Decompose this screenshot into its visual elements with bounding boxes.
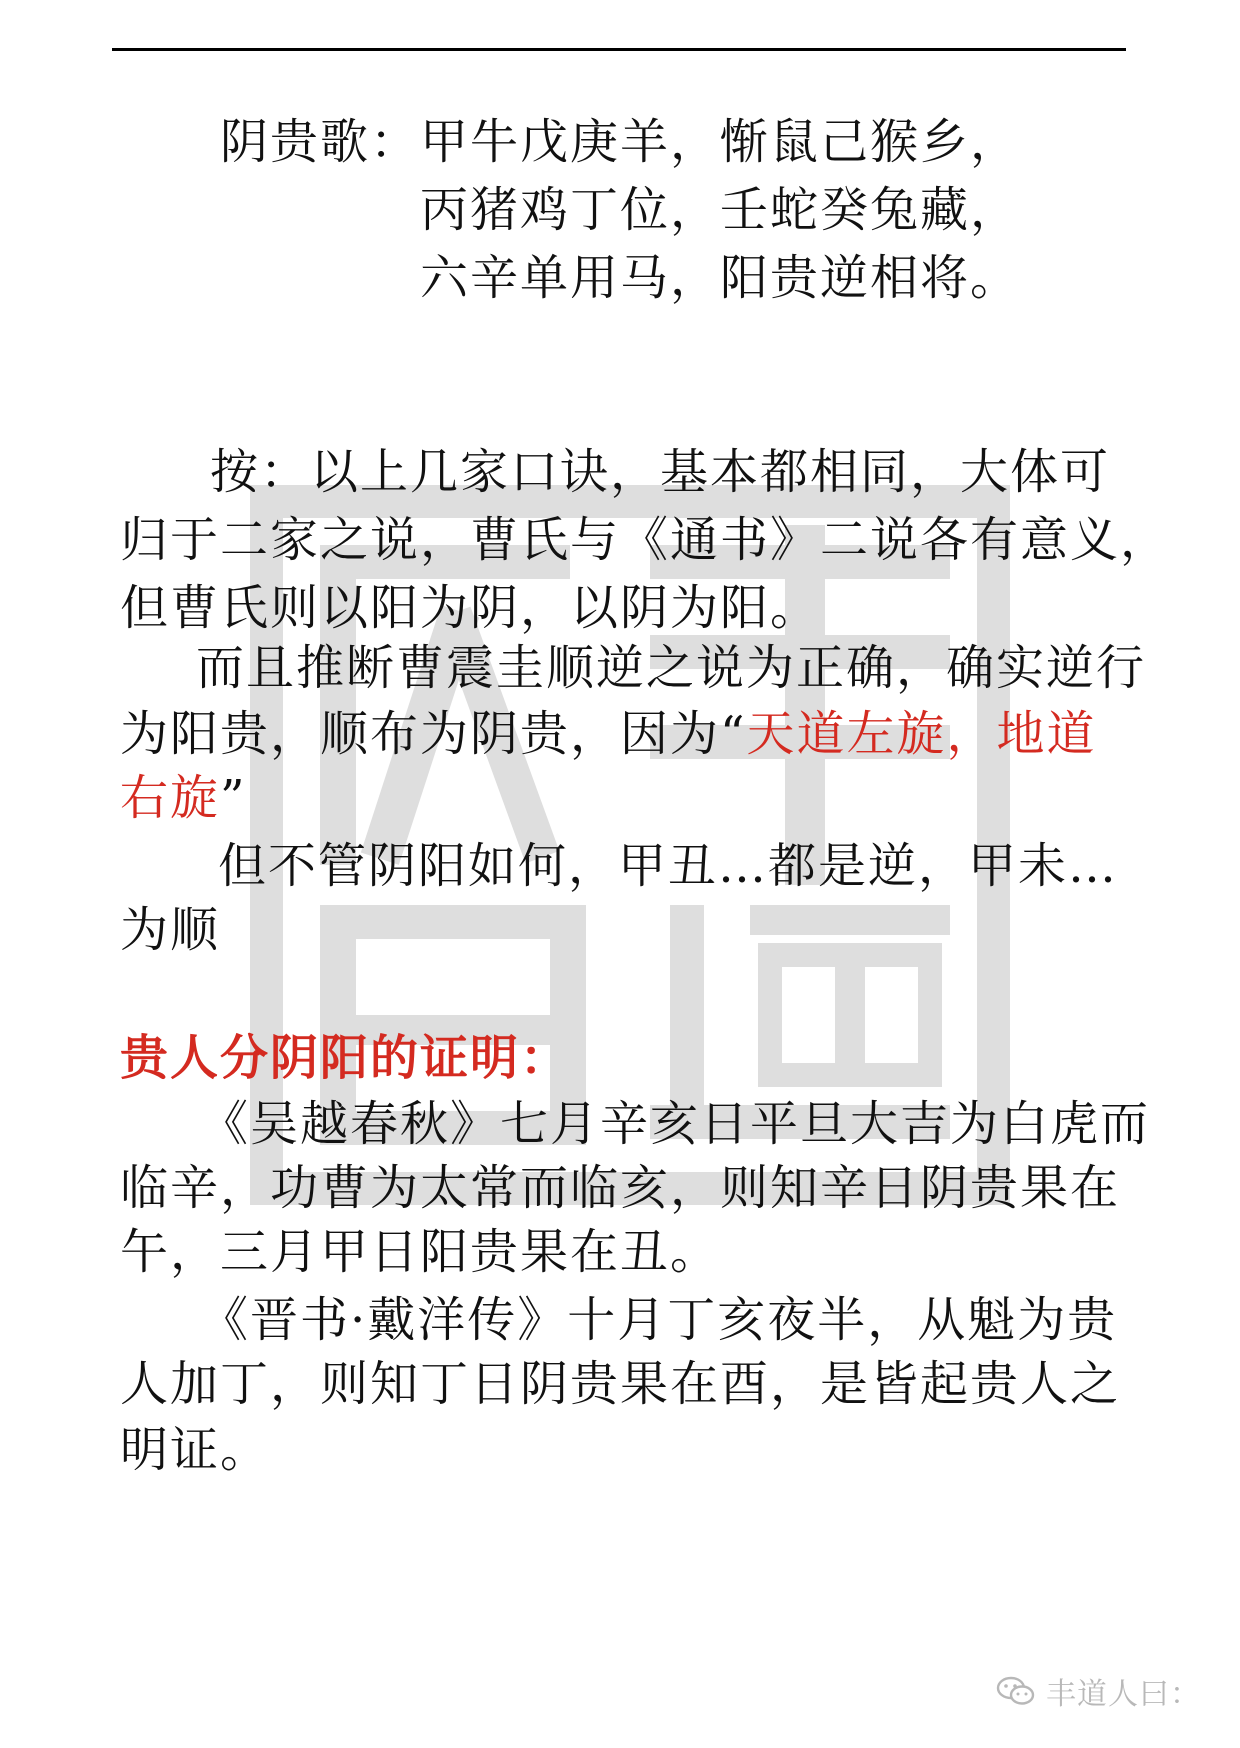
proof-heading: 贵人分阴阳的证明： — [120, 1030, 571, 1086]
note-line-3: 但曹氏则以阳为阴，以阴为阳。 — [120, 580, 821, 636]
quote-red-1: 天道左旋，地道 — [746, 706, 1097, 762]
poem-line-2: 丙猪鸡丁位，壬蛇癸兔藏， — [420, 182, 1021, 238]
proof-line-1: 《吴越春秋》七月辛亥日平旦大吉为白虎而 — [200, 1096, 1151, 1152]
quote-red-2: 右旋 — [120, 770, 221, 826]
proof-line-3: 午，三月甲日阳贵果在丑。 — [120, 1224, 721, 1280]
note-line-2: 归于二家之说，曹氏与《通书》二说各有意义， — [120, 512, 1171, 568]
note-line-5-text: 为阳贵，顺布为阴贵，因为“ — [120, 706, 747, 762]
poem-line-1: 甲牛戊庚羊，惭鼠己猴乡， — [420, 114, 1021, 170]
account-name: 丰道人曰： — [1046, 1677, 1201, 1712]
note-line-4: 而且推断曹震圭顺逆之说为正确，确实逆行 — [196, 640, 1147, 696]
note-line-1: 按：以上几家口诀，基本都相同，大体可 — [210, 444, 1111, 500]
note-line-8: 为顺 — [120, 902, 221, 958]
proof-line-5: 人加丁，则知丁日阴贵果在酉，是皆起贵人之 — [120, 1356, 1121, 1412]
quote-close: ” — [220, 770, 247, 826]
poem-line-3: 六辛单用马，阳贵逆相将。 — [420, 250, 1021, 306]
note-line-7: 但不管阴阳如何，甲丑…都是逆，甲未… — [218, 838, 1119, 894]
proof-line-2: 临辛，功曹为太常而临亥，则知辛日阴贵果在 — [120, 1160, 1121, 1216]
note-line-6 — [120, 768, 247, 828]
note-line-5 — [120, 704, 1097, 764]
proof-line-6: 明证。 — [120, 1422, 271, 1478]
poem-title: 阴贵歌： — [220, 114, 421, 170]
proof-line-4: 《晋书·戴洋传》十月丁亥夜半，从魁为贵 — [200, 1292, 1118, 1348]
wechat-icon — [996, 1675, 1036, 1707]
account-watermark — [996, 1668, 1232, 1714]
